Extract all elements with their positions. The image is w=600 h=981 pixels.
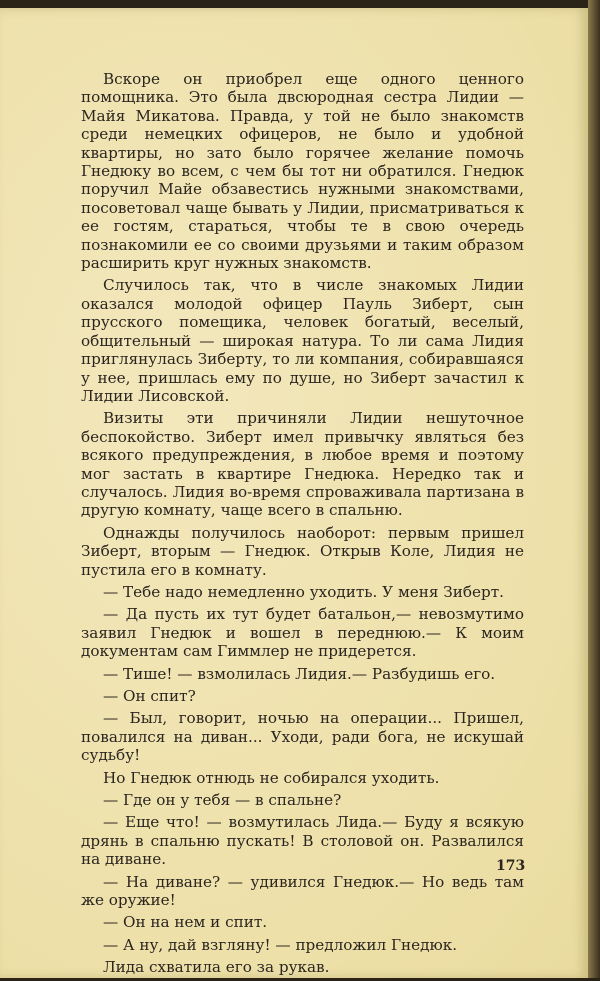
page-number: 173 — [496, 858, 526, 874]
paragraph: — Еще что! — возмутилась Лида.— Буду я всякую дрянь в спальню пускать! В столовой он. Развалился на диване. — [81, 813, 524, 869]
paragraph: Однажды получилось наоборот: первым пришел Зиберт, вторым — Гнедюк. Открыв Коле, Лидия не пустила его в комнату. — [81, 523, 524, 579]
book-spine-shadow — [588, 0, 600, 978]
paragraph: Но Гнедюк отнюдь не собирался уходить. — [103, 768, 440, 787]
paragraph: — Тебе надо немедленно уходить. У меня Зиберт. — [103, 582, 504, 601]
page-text — [81, 70, 524, 981]
paragraph: — Он спит? — [103, 687, 196, 705]
paragraph: Вскоре он приобрел еще одного ценного помощника. Это была двсюродная сестра Лидии — Майя Микатова. Правда, у той не было знакомств среди немецких офицеров, не было и удобной квартиры, но зато было горячее желание помочь Гнедюку во всем, с чем бы тот ни обратился. Гнедюк поручил Майе обзавестись нужными знакомствами, посоветовал чаще бывать у Лидии, присматриваться к ее гостям, стараться, чтобы те в свою очередь познакомили ее со своими друзьями и таким образом расширить круг нужных знакомств. — [81, 70, 524, 273]
paragraph: — Был, говорит, ночью на операции... Пришел, повалился на диван... Уходи, ради бога, не искушай судьбу! — [81, 709, 524, 765]
paragraph: Визиты эти причиняли Лидии нешуточное беспокойство. Зиберт имел привычку являться без всякого предупреждения, в любое время и поэтому мог застать в квартире Гнедюка. Нередко так и случалось. Лидия во-время спроваживала партизана в другую комнату, чаще всего в спальню. — [81, 409, 524, 520]
paragraph: — А ну, дай взгляну! — предложил Гнедюк. — [103, 935, 458, 954]
paragraph: — Да пусть их тут будет батальон,— невозмутимо заявил Гнедюк и вошел в переднюю.— К моим документам сам Гиммлер не придерется. — [81, 605, 524, 661]
paragraph: — Где он у тебя — в спальне? — [103, 791, 342, 810]
paragraph: — На диване? — удивился Гнедюк.— Но ведь там же оружие! — [81, 872, 524, 910]
paragraph: Случилось так, что в числе знакомых Лидии оказался молодой офицер Пауль Зиберт, сын прусского помещика, человек богатый, веселый, общительный — широкая натура. То ли сама Лидия приглянулась Зиберту, то ли компания, собиравшаяся у нее, пришлась ему по душе, но Зиберт зачастил к Лидии Лисовской. — [81, 276, 524, 405]
paragraph: — Он на нем и спит. — [103, 913, 268, 932]
paragraph: Лида схватила его за рукав. — [103, 958, 330, 977]
paragraph: — Тише! — взмолилась Лидия.— Разбудишь его. — [103, 664, 496, 683]
